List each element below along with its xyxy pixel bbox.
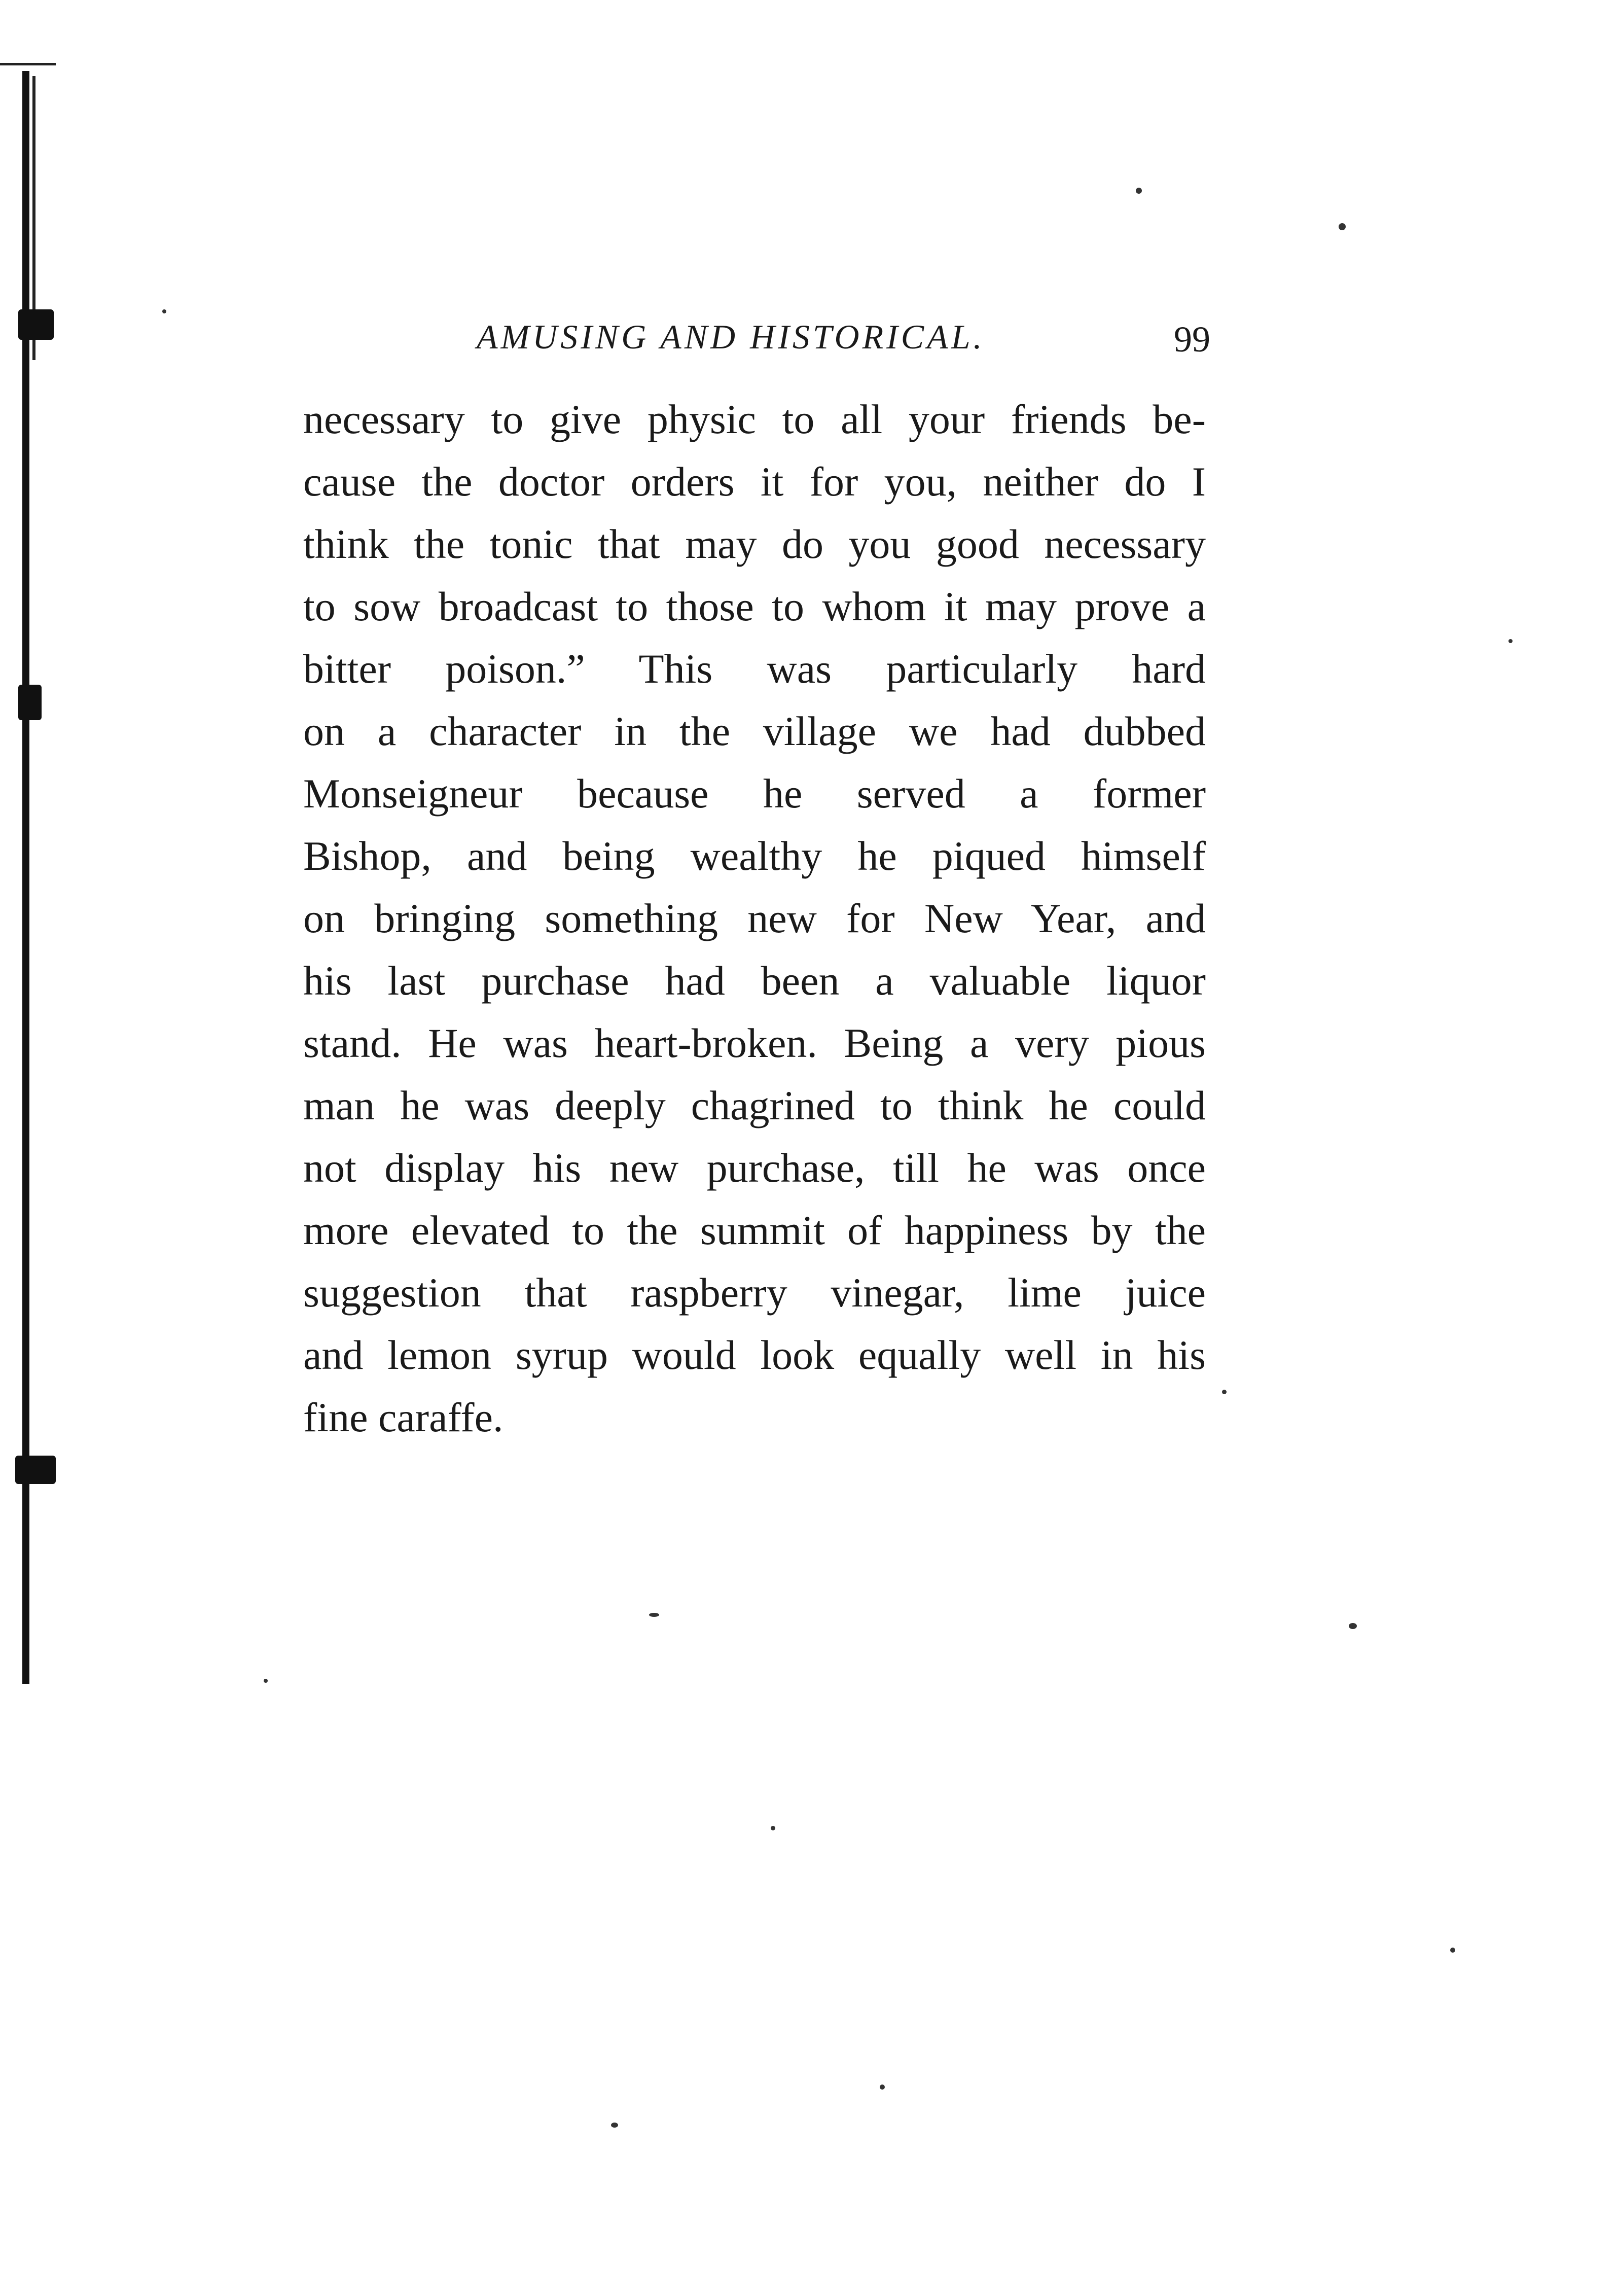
scan-speck — [1222, 1390, 1227, 1394]
text-line: necessary to give physic to all your friends be- — [303, 396, 1206, 442]
page-number: 99 — [1174, 319, 1210, 360]
binding-mark — [18, 309, 54, 340]
scan-speck — [611, 2123, 618, 2128]
text-line: on bringing something new for New Year, and — [303, 895, 1206, 941]
binding-mark — [15, 1456, 56, 1484]
text-line: man he was deeply chagrined to think he could — [303, 1082, 1206, 1128]
text-line: Monseigneur because he served a former — [303, 770, 1206, 817]
text-line: his last purchase had been a valuable liquor — [303, 958, 1206, 1004]
text-line: think the tonic that may do you good necessary — [303, 521, 1206, 567]
scan-speck — [162, 309, 166, 313]
scan-speck — [880, 2085, 885, 2090]
scan-speck — [1349, 1623, 1357, 1629]
scan-speck — [1508, 639, 1513, 643]
scan-speck — [1339, 223, 1346, 230]
scan-speck — [649, 1613, 659, 1617]
text-line: more elevated to the summit of happiness by the — [303, 1207, 1206, 1253]
body-text — [303, 388, 1206, 1449]
scan-speck — [1450, 1948, 1455, 1953]
text-line: on a character in the village we had dubbed — [303, 708, 1206, 754]
binding-rule — [0, 63, 56, 65]
text-line: Bishop, and being wealthy he piqued himself — [303, 833, 1206, 879]
scan-speck — [1136, 188, 1142, 194]
text-line: to sow broadcast to those to whom it may prove a — [303, 583, 1206, 629]
text-line: cause the doctor orders it for you, neither do I — [303, 458, 1206, 505]
text-line: fine caraffe. — [303, 1394, 504, 1440]
text-line: not display his new purchase, till he was once — [303, 1145, 1206, 1191]
text-line: suggestion that raspberry vinegar, lime juice — [303, 1269, 1206, 1316]
text-line: and lemon syrup would look equally well in his — [303, 1332, 1206, 1378]
scan-speck — [264, 1679, 268, 1683]
text-line: stand. He was heart-broken. Being a very pious — [303, 1020, 1206, 1066]
text-line: bitter poison.” This was particularly hard — [303, 646, 1206, 692]
running-head: AMUSING AND HISTORICAL. — [477, 317, 985, 356]
binding-mark — [18, 685, 42, 720]
scan-speck — [771, 1826, 775, 1830]
